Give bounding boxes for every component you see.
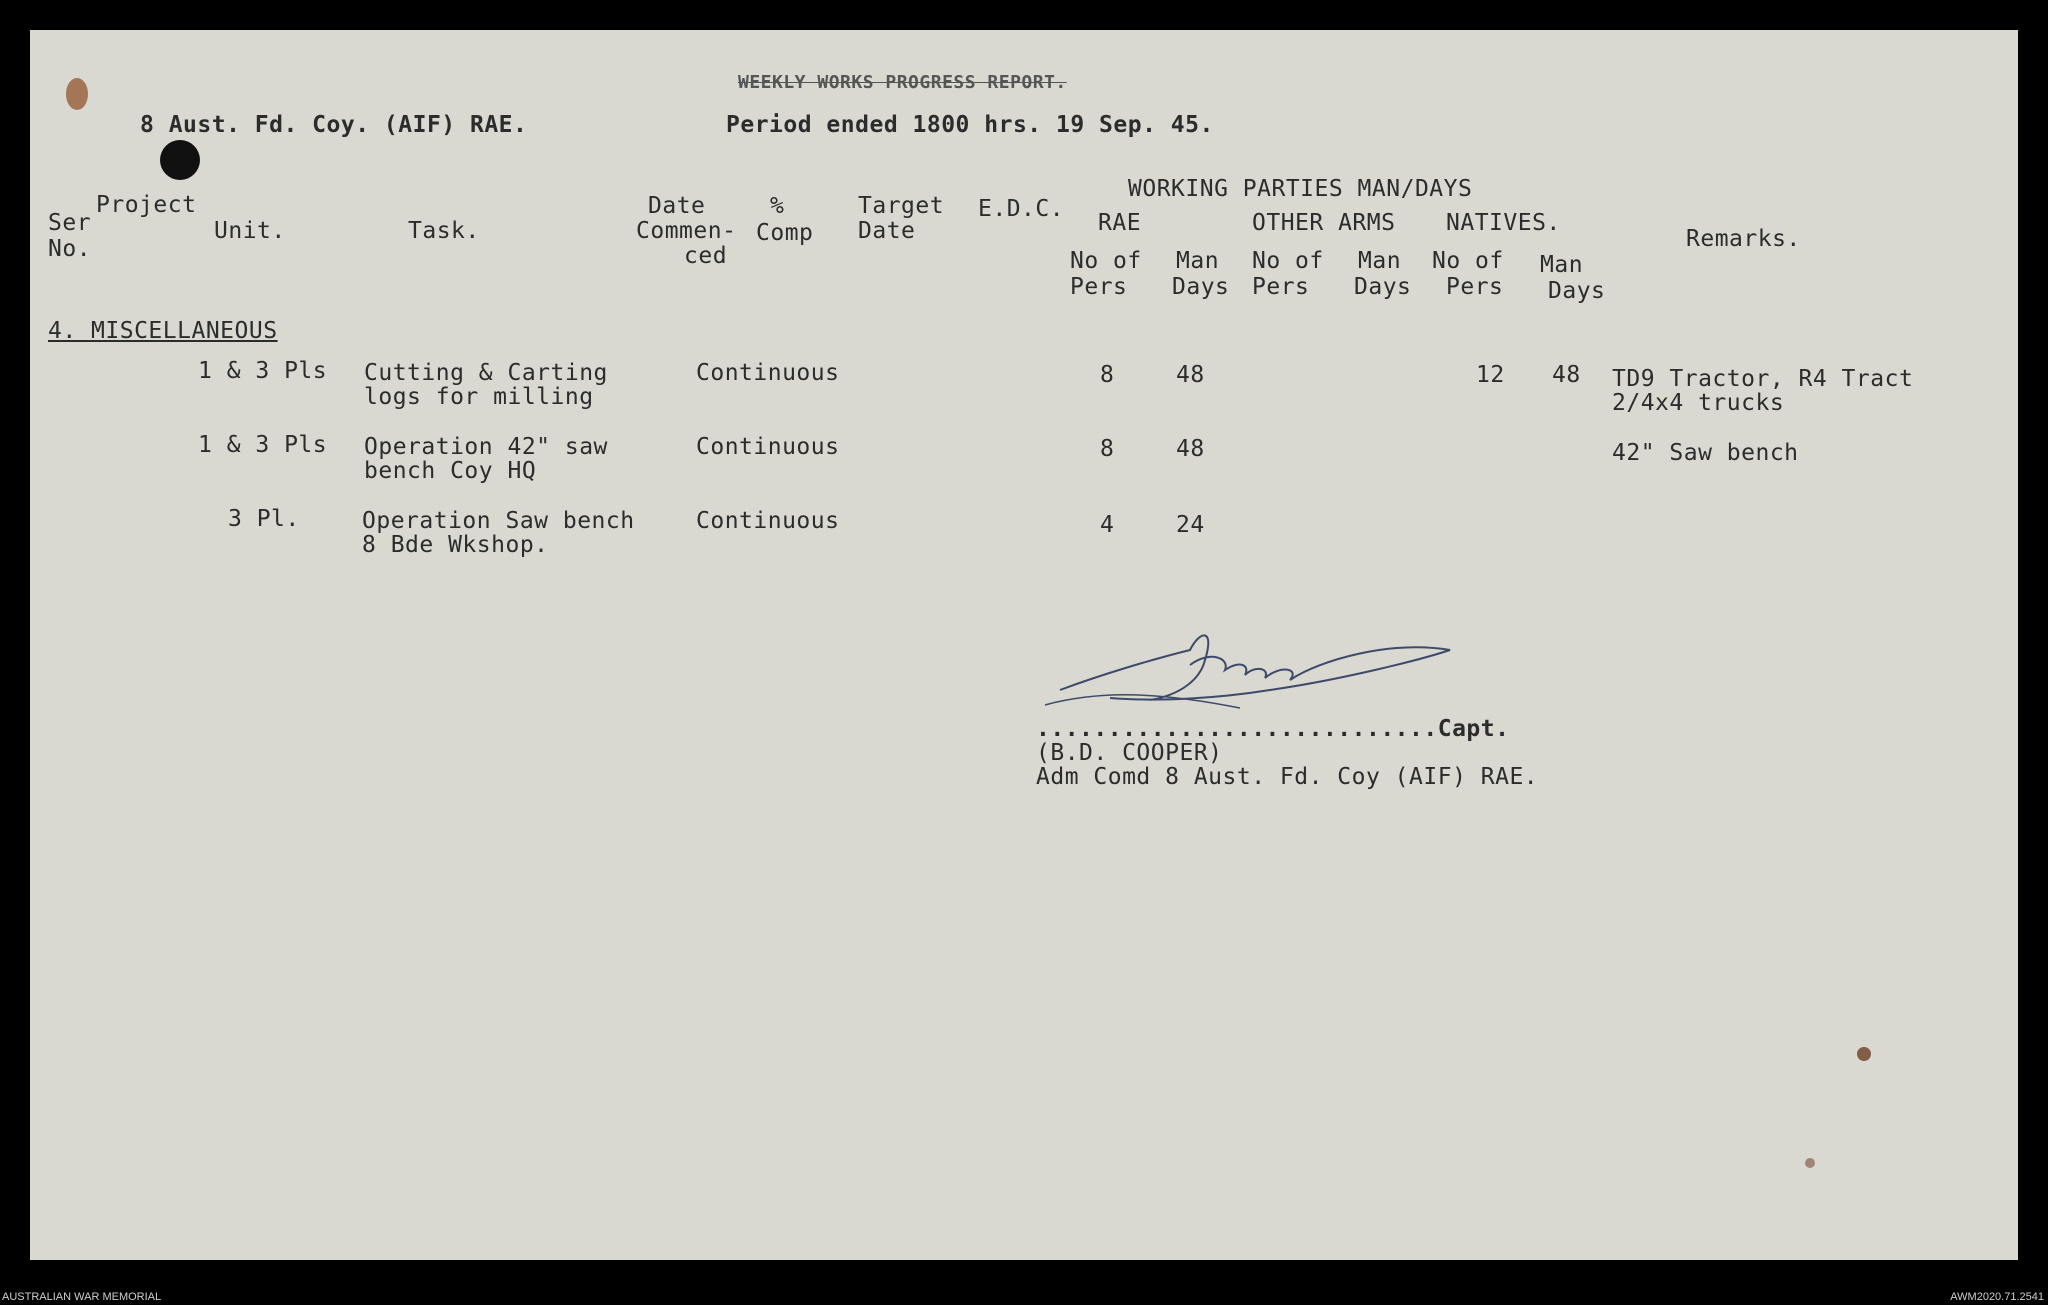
section-heading: 4. MISCELLANEOUS xyxy=(48,318,278,344)
row-task-line2: bench Coy HQ xyxy=(364,458,537,484)
col-rae-man: Man xyxy=(1176,248,1220,274)
row-unit: 1 & 3 Pls xyxy=(198,432,328,458)
col-edc: E.D.C. xyxy=(978,196,1065,222)
col-no: No. xyxy=(48,236,92,262)
col-oa-no-of: No of xyxy=(1252,248,1324,274)
row-remarks-line2: 2/4x4 trucks xyxy=(1612,390,1785,416)
col-other-arms: OTHER ARMS xyxy=(1252,210,1396,236)
col-nat-days: Days xyxy=(1548,278,1606,304)
row-date: Continuous xyxy=(696,508,840,534)
row-rae-days: 48 xyxy=(1176,436,1205,462)
col-rae: RAE xyxy=(1098,210,1142,236)
col-unit: Unit. xyxy=(214,218,286,244)
row-date: Continuous xyxy=(696,360,840,386)
row-task-line1: Cutting & Carting xyxy=(364,360,608,386)
row-remarks-line1: TD9 Tractor, R4 Tract xyxy=(1612,366,1914,392)
unit-heading: 8 Aust. Fd. Coy. (AIF) RAE. xyxy=(140,112,528,138)
report-title-struck: WEEKLY WORKS PROGRESS REPORT. xyxy=(738,72,1067,93)
row-rae-pers: 8 xyxy=(1100,362,1115,388)
col-target: Target xyxy=(858,193,945,219)
col-remarks: Remarks. xyxy=(1686,226,1801,252)
row-task-line2: logs for milling xyxy=(364,384,594,410)
footer-reference: AWM2020.71.2541 xyxy=(1950,1291,2044,1303)
col-target-date: Date xyxy=(858,218,916,244)
col-commen: Commen- xyxy=(636,218,737,244)
row-date: Continuous xyxy=(696,434,840,460)
row-nat-days: 48 xyxy=(1552,362,1581,388)
signature-line: ............................Capt. xyxy=(1036,716,1510,742)
col-oa-pers: Pers xyxy=(1252,274,1310,300)
col-nat-no-of: No of xyxy=(1432,248,1504,274)
col-comp: Comp xyxy=(756,220,814,246)
col-task: Task. xyxy=(408,218,480,244)
col-oa-days: Days xyxy=(1354,274,1412,300)
col-oa-man: Man xyxy=(1358,248,1402,274)
col-ced: ced xyxy=(684,243,728,269)
stain-spot xyxy=(1805,1158,1815,1168)
handwritten-signature xyxy=(1040,620,1460,730)
col-project: Project xyxy=(96,192,197,218)
col-pct: % xyxy=(770,193,785,219)
row-remarks-line1: 42" Saw bench xyxy=(1612,440,1799,466)
stain-spot xyxy=(1857,1047,1871,1061)
signatory-name: (B.D. COOPER) xyxy=(1036,740,1223,766)
row-rae-pers: 4 xyxy=(1100,512,1115,538)
punch-hole xyxy=(160,140,200,180)
col-rae-pers: Pers xyxy=(1070,274,1128,300)
row-rae-days: 48 xyxy=(1176,362,1205,388)
row-task-line1: Operation 42" saw xyxy=(364,434,608,460)
row-task-line2: 8 Bde Wkshop. xyxy=(362,532,549,558)
row-rae-pers: 8 xyxy=(1100,436,1115,462)
signatory-role: Adm Comd 8 Aust. Fd. Coy (AIF) RAE. xyxy=(1036,764,1539,790)
col-date: Date xyxy=(648,193,706,219)
rust-mark xyxy=(66,78,88,110)
footer-source: AUSTRALIAN WAR MEMORIAL xyxy=(2,1291,162,1303)
period-heading: Period ended 1800 hrs. 19 Sep. 45. xyxy=(726,112,1214,138)
row-unit: 3 Pl. xyxy=(228,506,300,532)
row-nat-pers: 12 xyxy=(1476,362,1505,388)
row-rae-days: 24 xyxy=(1176,512,1205,538)
col-nat-man: Man xyxy=(1540,252,1584,278)
row-unit: 1 & 3 Pls xyxy=(198,358,328,384)
col-working-parties: WORKING PARTIES MAN/DAYS xyxy=(1128,176,1473,202)
col-nat-pers: Pers xyxy=(1446,274,1504,300)
col-ser: Ser xyxy=(48,210,92,236)
col-natives: NATIVES. xyxy=(1446,210,1561,236)
col-rae-no-of: No of xyxy=(1070,248,1142,274)
col-rae-days: Days xyxy=(1172,274,1230,300)
row-task-line1: Operation Saw bench xyxy=(362,508,635,534)
